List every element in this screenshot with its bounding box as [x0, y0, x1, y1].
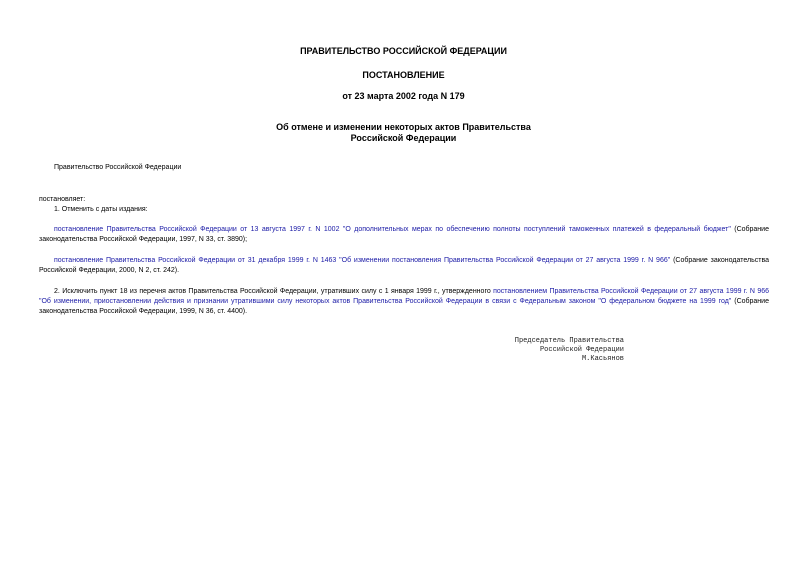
document-title-line-1: Об отмене и изменении некоторых актов Правительства: [276, 122, 531, 132]
document-title-line-2: Российской Федерации: [350, 133, 457, 143]
item-2-link[interactable]: постановлением Правительства Российской Федерации от 27 августа 1999 г. N 966 "Об изменении, приостановлении действия и признании утратившими силу некоторых актов Правительства Российской Федерации в связи с Федеральным законом "О федеральном бюджете на 1999 год": [39, 288, 770, 305]
reference-1-link[interactable]: постановление Правительства Российской Федерации от 13 августа 1997 г. N 1002 "О дополнительных мерах по обеспечению полноты поступлений таможенных платежей в федеральный бюджет": [54, 226, 731, 233]
issuer-heading: ПРАВИТЕЛЬСТВО РОССИЙСКОЙ ФЕДЕРАЦИИ: [300, 46, 507, 56]
reference-2: [39, 256, 769, 276]
document-type: ПОСТАНОВЛЕНИЕ: [362, 70, 445, 80]
reference-1: [39, 225, 769, 245]
reference-1-source: (Собрание законодательства Российской Федерации, 1997, N 33, ст. 3890);: [39, 226, 769, 243]
reference-2-source: (Собрание законодательства Российской Федерации, 2000, N 2, ст. 242).: [39, 257, 769, 274]
signature-position: Председатель Правительства: [514, 337, 624, 345]
signature-organization: Российской Федерации: [539, 346, 624, 354]
item-2-source: (Собрание законодательства Российской Федерации, 1999, N 36, ст. 4400).: [39, 298, 769, 315]
reference-2-link[interactable]: постановление Правительства Российской Федерации от 31 декабря 1999 г. N 1463 "Об изменении постановления Правительства Российской Федерации от 27 августа 1999 г. N 966": [54, 257, 671, 264]
intro-text: Правительство Российской Федерации: [54, 164, 182, 171]
item-1-text: 1. Отменить с даты издания:: [54, 206, 148, 213]
item-2: [39, 287, 769, 317]
item-2-prefix: 2. Исключить пункт 18 из перечня актов Правительства Российской Федерации, утративших силу с 1 января 1999 г., утвержденного: [54, 288, 494, 295]
document-date-number: от 23 марта 2002 года N 179: [342, 91, 465, 101]
decides-text: постановляет:: [39, 196, 86, 203]
signature-name: М.Касьянов: [581, 355, 624, 363]
